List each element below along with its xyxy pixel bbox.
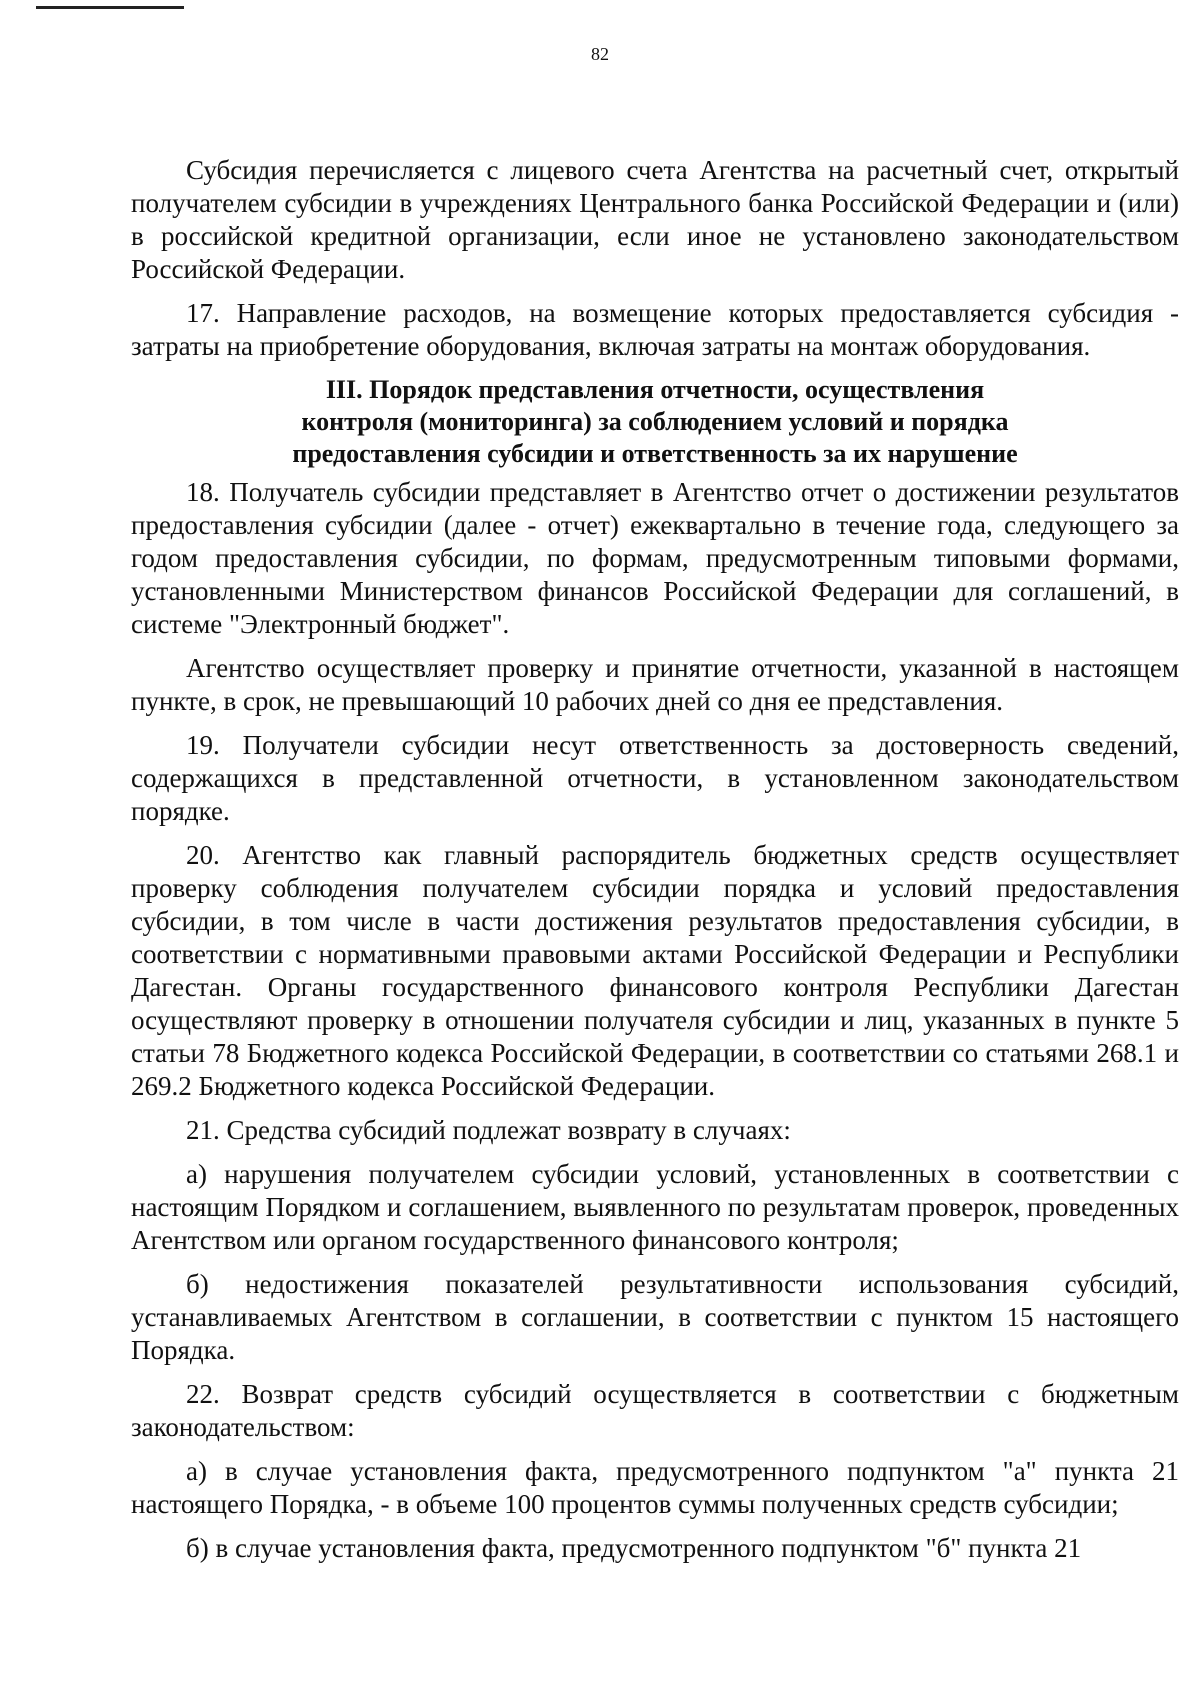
paragraph-subsidy-transfer: Субсидия перечисляется с лицевого счета Агентства на расчетный счет, открытый получателем субсидии в учреждениях Центрального банка Российской Федерации и (или) в российской кредитной организации, если иное не установлено законодательством Российской Федерации. bbox=[131, 155, 1179, 284]
scan-edge-mark bbox=[36, 6, 184, 9]
paragraph-17: 17. Направление расходов, на возмещение которых предоставляется субсидия - затраты на приобретение оборудования, включая затраты на монтаж оборудования. bbox=[131, 298, 1179, 361]
paragraph-19: 19. Получатели субсидии несут ответственность за достоверность сведений, содержащихся в представленной отчетности, в установленном законодательством порядке. bbox=[131, 730, 1179, 826]
section-heading-line-3: предоставления субсидии и ответственность за их нарушение bbox=[292, 439, 1018, 468]
paragraph-22-a: а) в случае установления факта, предусмотренного подпунктом "а" пункта 21 настоящего Порядка, - в объеме 100 процентов суммы полученных средств субсидии; bbox=[131, 1456, 1179, 1519]
paragraph-21-a: а) нарушения получателем субсидии условий, установленных в соответствии с настоящим Порядком и соглашением, выявленного по результатам проверок, проведенных Агентством или органом государственного финансового контроля; bbox=[131, 1159, 1179, 1255]
section-heading bbox=[131, 374, 1179, 470]
paragraph-report-check: Агентство осуществляет проверку и принятие отчетности, указанной в настоящем пункте, в срок, не превышающий 10 рабочих дней со дня ее представления. bbox=[131, 653, 1179, 716]
paragraph-21-b: б) недостижения показателей результативности использования субсидий, устанавливаемых Агентством в соглашении, в соответствии с пунктом 15 настоящего Порядка. bbox=[131, 1269, 1179, 1365]
section-heading-line-2: контроля (мониторинга) за соблюдением условий и порядка bbox=[301, 407, 1009, 436]
paragraph-18: 18. Получатель субсидии представляет в Агентство отчет о достижении результатов предоставления субсидии (далее - отчет) ежеквартально в течение года, следующего за годом предоставления субсидии, по формам, предусмотренным типовыми формами, установленными Министерством финансов Российской Федерации для соглашений, в системе "Электронный бюджет". bbox=[131, 477, 1179, 639]
document-body bbox=[131, 154, 1179, 1576]
paragraph-20: 20. Агентство как главный распорядитель бюджетных средств осуществляет проверку соблюдения получателем субсидии порядка и условий предоставления субсидии, в том числе в части достижения результатов предоставления субсидии, в соответствии с нормативными правовыми актами Российской Федерации и Республики Дагестан. Органы государственного финансового контроля Республики Дагестан осуществляют проверку в отношении получателя субсидии и лиц, указанных в пункте 5 статьи 78 Бюджетного кодекса Российской Федерации, в соответствии со статьями 268.1 и 269.2 Бюджетного кодекса Российской Федерации. bbox=[131, 840, 1179, 1101]
paragraph-21: 21. Средства субсидий подлежат возврату в случаях: bbox=[186, 1115, 791, 1145]
paragraph-22-b: б) в случае установления факта, предусмотренного подпунктом "б" пункта 21 bbox=[186, 1533, 1082, 1563]
section-heading-line-1: III. Порядок представления отчетности, осуществления bbox=[325, 375, 985, 404]
page-number: 82 bbox=[591, 44, 609, 64]
paragraph-22: 22. Возврат средств субсидий осуществляется в соответствии с бюджетным законодательством: bbox=[131, 1379, 1179, 1442]
